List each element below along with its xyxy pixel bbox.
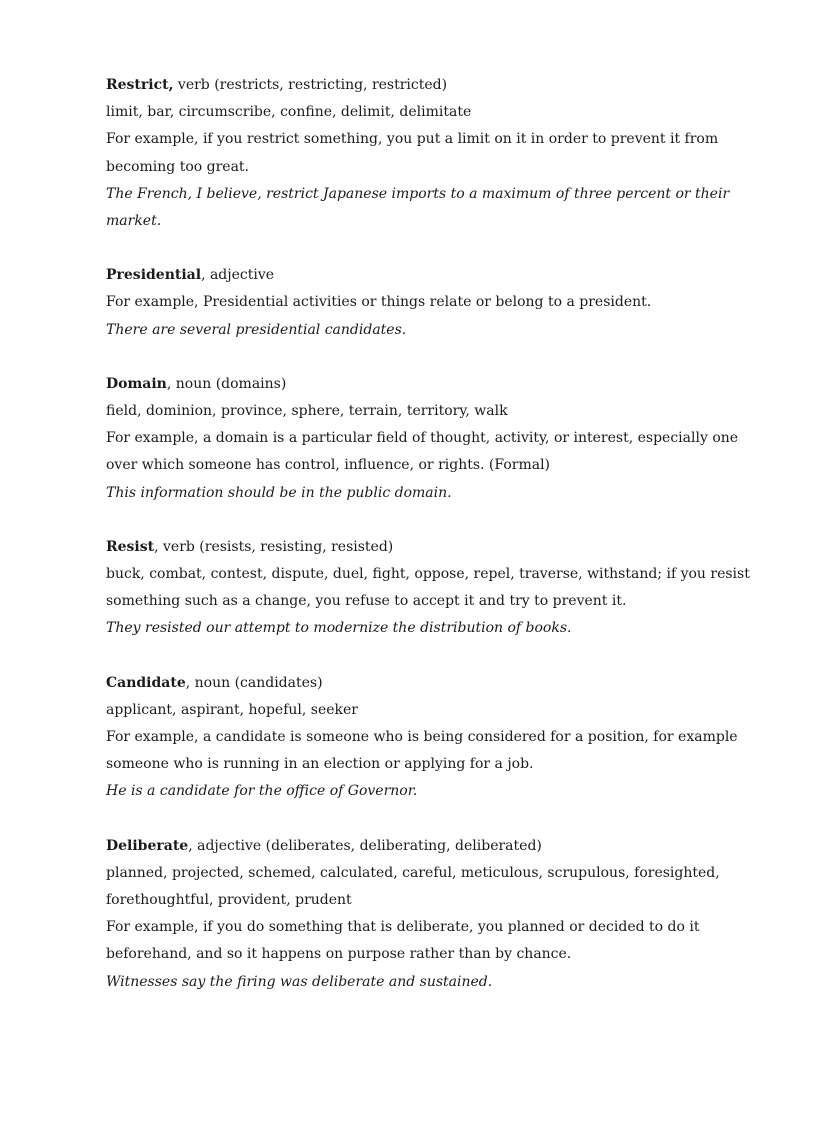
example-sentence: Witnesses say the firing was deliberate and sustained. bbox=[106, 973, 493, 990]
definition-line: planned, projected, schemed, calculated, careful, meticulous, scrupulous, foresighted, bbox=[106, 864, 720, 881]
definition-line: For example, if you restrict something, you put a limit on it in order to prevent it from bbox=[106, 131, 719, 148]
definition-line: For example, Presidential activities or things relate or belong to a president. bbox=[106, 294, 652, 311]
synonyms-line: applicant, aspirant, hopeful, seeker bbox=[106, 701, 358, 718]
entry-heading bbox=[106, 371, 716, 398]
part-of-speech: , adjective bbox=[201, 267, 275, 284]
head-word: Deliberate bbox=[106, 837, 189, 854]
definition-line: For example, a candidate is someone who is being considered for a position, for example bbox=[106, 729, 738, 746]
dictionary-entry-domain bbox=[106, 371, 739, 507]
definition-line: becoming too great. bbox=[106, 158, 249, 175]
head-word: Presidential bbox=[106, 267, 202, 284]
head-word: Resist bbox=[106, 538, 155, 555]
entry-heading bbox=[106, 833, 716, 860]
definition-line: beforehand, and so it happens on purpose rather than by chance. bbox=[106, 946, 572, 963]
example-sentence: This information should be in the public domain. bbox=[106, 484, 452, 501]
definition-line: For example, a domain is a particular field of thought, activity, or interest, especially one bbox=[106, 430, 739, 447]
example-sentence: The French, I believe, restrict Japanese imports to a maximum of three percent or their bbox=[106, 185, 730, 202]
dictionary-entry-resist bbox=[106, 534, 750, 643]
example-sentence: There are several presidential candidates. bbox=[106, 321, 407, 338]
dictionary-entry-candidate bbox=[106, 670, 738, 806]
example-sentence: He is a candidate for the office of Governor. bbox=[106, 783, 418, 800]
entry-heading bbox=[106, 72, 716, 99]
head-word: Domain bbox=[106, 375, 167, 392]
dictionary-entry-presidential bbox=[106, 262, 716, 344]
head-word: Candidate bbox=[106, 674, 186, 691]
definition-line: For example, if you do something that is deliberate, you planned or decided to do it bbox=[106, 919, 700, 936]
synonyms-line: field, dominion, province, sphere, terrain, territory, walk bbox=[106, 403, 508, 420]
definition-line: something such as a change, you refuse to accept it and try to prevent it. bbox=[106, 593, 627, 610]
head-word: Restrict, bbox=[106, 77, 174, 93]
definition-line: buck, combat, contest, dispute, duel, fight, oppose, repel, traverse, withstand; if you resist bbox=[106, 566, 750, 583]
dictionary-entry-deliberate bbox=[106, 833, 720, 996]
dictionary-entry-restrict bbox=[106, 72, 730, 235]
part-of-speech: , noun (domains) bbox=[166, 375, 287, 392]
definition-line: forethoughtful, provident, prudent bbox=[106, 892, 352, 909]
definition-line: someone who is running in an election or applying for a job. bbox=[106, 756, 534, 773]
definition-line: over which someone has control, influence, or rights. (Formal) bbox=[106, 457, 551, 474]
part-of-speech: verb (restricts, restricting, restricted) bbox=[173, 77, 448, 93]
part-of-speech: , adjective (deliberates, deliberating, deliberated) bbox=[188, 837, 542, 854]
example-sentence: They resisted our attempt to modernize the distribution of books. bbox=[106, 620, 572, 637]
document-page bbox=[106, 72, 750, 1023]
entry-heading bbox=[106, 262, 716, 289]
example-sentence: market. bbox=[106, 213, 162, 230]
entry-heading bbox=[106, 670, 716, 697]
synonyms-line: limit, bar, circumscribe, confine, delimit, delimitate bbox=[106, 104, 472, 121]
entry-heading bbox=[106, 534, 716, 561]
part-of-speech: , noun (candidates) bbox=[185, 674, 323, 691]
part-of-speech: , verb (resists, resisting, resisted) bbox=[154, 538, 394, 555]
